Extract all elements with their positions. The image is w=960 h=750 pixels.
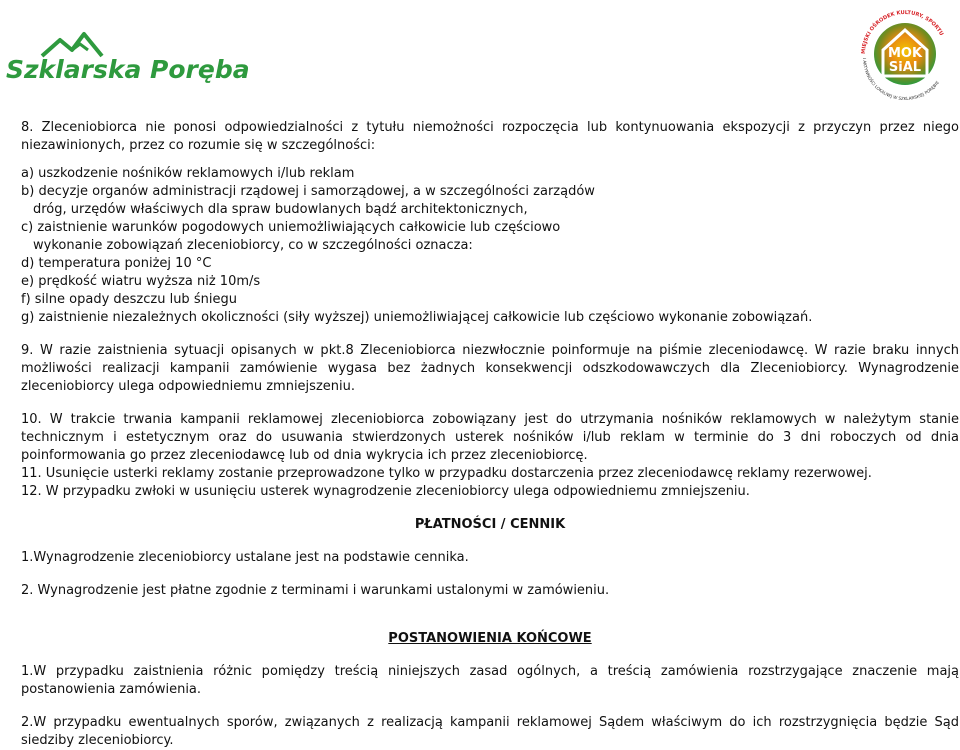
item-b-line1: b) decyzje organów administracji rządowej i samorządowej, a w szczególności zarządów bbox=[21, 184, 595, 199]
logo-word-mok: MOK bbox=[887, 46, 923, 61]
section-12: 12. W przypadku zwłoki w usunięciu usterek wynagrodzenie zleceniobiorcy ulega odpowiedniemu zmniejszeniu. bbox=[21, 484, 750, 499]
logo-arc-bottom: I AKTYWNOŚCI LOKALNEJ W SZKLARSKIEJ PORĘBIE bbox=[861, 57, 940, 102]
item-c-line2: wykonanie zobowiązań zleceniobiorcy, co w szczególności oznacza: bbox=[33, 238, 473, 253]
final-item-1: 1.W przypadku zaistnienia różnic pomiędzy treścią niniejszych zasad ogólnych, a treścią zamówienia rozstrzygające znaczenie mają postanowienia zamówienia. bbox=[21, 664, 959, 697]
logo-arc-top: MIEJSKI OŚRODEK KULTURY, SPORTU bbox=[860, 9, 945, 55]
item-g: g) zaistnienie niezależnych okoliczności (siły wyższej) uniemożliwiającej całkowicie lub częściowo wykonanie zobowiązań. bbox=[21, 310, 813, 325]
page-header bbox=[0, 0, 960, 110]
section-8-intro: 8. Zleceniobiorca nie ponosi odpowiedzialności z tytułu niemożności rozpoczęcia lub kontynuowania ekspozycji z przyczyn przez niego niezawinionych, przez co rozumie się w szczególności: bbox=[21, 120, 959, 153]
logo-word-sial: SiAL bbox=[888, 60, 922, 75]
moksial-logo bbox=[855, 2, 955, 102]
item-c-line1: c) zaistnienie warunków pogodowych uniemożliwiających całkowicie lub częściowo bbox=[21, 220, 561, 235]
szklarska-poreba-logo bbox=[2, 20, 252, 92]
logo-wordmark: Szklarska Poręba bbox=[6, 55, 250, 84]
item-b-line2: dróg, urzędów właściwych dla spraw budowlanych bądź architektonicznych, bbox=[33, 202, 528, 217]
section-10: 10. W trakcie trwania kampanii reklamowej zleceniobiorca zobowiązany jest do utrzymania nośników reklamowych w należytym stanie technicznym i estetycznym oraz do usuwania stwierdzonych usterek nośników i/lub reklam w terminie do 3 dni roboczych od dnia poinformowania go przez zleceniodawcę lub od dnia wykrycia ich przez zleceniobiorcę. bbox=[21, 412, 959, 463]
payments-item-2: 2. Wynagrodzenie jest płatne zgodnie z terminami i warunkami ustalonymi w zamówieniu. bbox=[21, 583, 610, 598]
final-item-2: 2.W przypadku ewentualnych sporów, związanych z realizacją kampanii reklamowej Sądem właściwym do ich rozstrzygnięcia będzie Sąd siedziby zleceniobiorcy. bbox=[21, 715, 959, 748]
item-e: e) prędkość wiatru wyższa niż 10m/s bbox=[21, 274, 261, 289]
section-11: 11. Usunięcie usterki reklamy zostanie przeprowadzone tylko w przypadku dostarczenia przez zleceniodawcę reklamy rezerwowej. bbox=[21, 466, 872, 481]
section-9: 9. W razie zaistnienia sytuacji opisanych w pkt.8 Zleceniobiorca niezwłocznie poinformuje na piśmie zleceniodawcę. W razie braku innych możliwości realizacji kampanii zamówienie wygasa bez żadnych konsekwencji odszkodowawczych dla Zleceniobiorcy. Wynagrodzenie zleceniobiorcy ulega odpowiedniemu zmniejszeniu. bbox=[21, 343, 959, 394]
item-f: f) silne opady deszczu lub śniegu bbox=[21, 292, 237, 307]
item-d: d) temperatura poniżej 10 °C bbox=[21, 256, 212, 271]
payments-item-1: 1.Wynagrodzenie zleceniobiorcy ustalane jest na podstawie cennika. bbox=[21, 550, 469, 565]
document-body bbox=[21, 119, 959, 750]
item-a: a) uszkodzenie nośników reklamowych i/lub reklam bbox=[21, 166, 355, 181]
payments-heading: PŁATNOŚCI / CENNIK bbox=[414, 517, 566, 532]
final-provisions-heading: POSTANOWIENIA KOŃCOWE bbox=[388, 631, 592, 646]
